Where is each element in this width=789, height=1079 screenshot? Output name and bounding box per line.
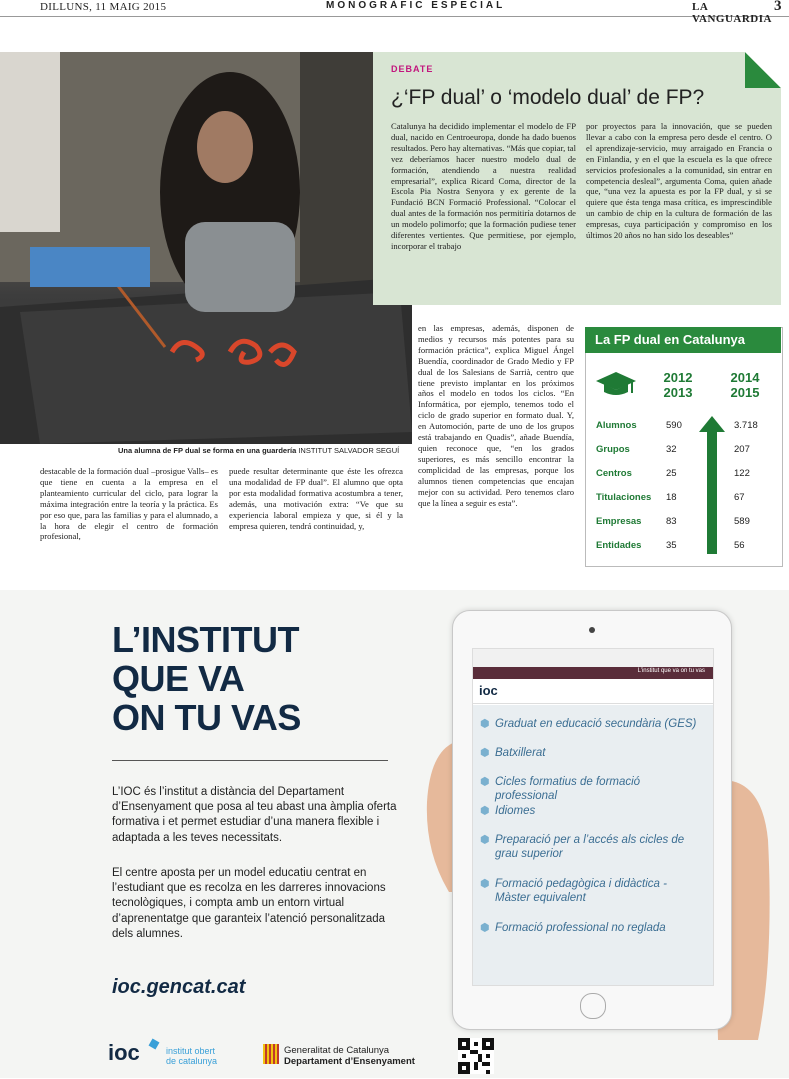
hexagon-bullet-icon: ⬢ — [480, 805, 490, 817]
stats-year-b-line1: 2014 — [730, 370, 760, 385]
stats-row-value-2014: 3.718 — [734, 420, 758, 431]
screen-nav — [473, 679, 713, 704]
stats-row-value-2012: 18 — [666, 492, 677, 503]
stats-row-value-2014: 67 — [734, 492, 745, 503]
ad-headline-line1: L’INSTITUT — [112, 619, 299, 660]
ad-url-link[interactable]: ioc.gencat.cat — [112, 976, 246, 998]
ad-paragraph-2: El centre aposta per un model educatiu centrat en l’estudiant que es recolza en les darreres innovacions tecnològiques, i compta amb un entorn virtual d’aprenentatge que garanteix l’atenció personalitzada dels alumnes. — [112, 867, 386, 940]
hexagon-bullet-icon: ⬢ — [480, 776, 490, 788]
article-photo — [0, 52, 412, 444]
screen-topbar — [473, 649, 713, 668]
stats-row-value-2012: 83 — [666, 516, 677, 527]
department-name: Departament d’Ensenyament — [284, 1056, 415, 1067]
ioc-logo: ioc — [108, 1040, 140, 1065]
stats-row-value-2012: 32 — [666, 444, 677, 455]
stats-year-a-line1: 2012 — [663, 370, 693, 385]
body-column-middle-text: puede resultar determinante que éste les ofrezca una modalidad de FP dual”. El alumno que opta por esta modalidad formativa acostumbra a tener, además, una motivación extra: “Ve que su experiencia laboral empieza y que, si él y la empresa quieren, tendrá continuidad, y, — [229, 466, 403, 531]
body-column-left — [40, 466, 218, 542]
ad-headline-line3: ON TU VAS — [112, 697, 301, 738]
generalitat-flag-icon — [263, 1044, 279, 1069]
stats-row-label: Empresas — [596, 516, 642, 527]
ad-headline-line2: QUE VA — [112, 658, 245, 699]
hexagon-bullet-icon: ⬢ — [480, 922, 490, 934]
stats-year-b — [723, 370, 767, 400]
stats-year-a-line2: 2013 — [663, 385, 693, 400]
photo-caption-text: Una alumna de FP dual se forma en una guardería — [118, 446, 297, 455]
debate-corner-fold — [745, 52, 781, 88]
photo-credit: INSTITUT SALVADOR SEGUÍ — [298, 446, 400, 455]
hexagon-bullet-icon: ⬢ — [480, 834, 490, 846]
stats-row-value-2014: 589 — [734, 516, 750, 527]
ioc-logo-text-line1: institut obert — [166, 1046, 216, 1056]
debate-column-1-text: Catalunya ha decidido implementar el modelo de FP dual, nacido en Centroeuropa, donde ha dado buenos resultados. Pero hay alternativas. “Más que copiar, tal vez deberíamos hacer nuestro modelo dual de formación, atendiendo a nuestra realidad empresarial”, explica Ricard Coma, director de la Escola Pia Nostra Senyora y ex gerente de la Fundació BCN Formació Professional. “Colocar el dual antes de la formación nos permitiría dotarnos de un modelo polimorfo; que la formación pudiese tener diferentes vertientes. Que permitiese, por ejemplo, incorporar el trabajo — [391, 121, 576, 251]
tablet-camera — [589, 627, 595, 633]
stats-row-value-2014: 56 — [734, 540, 745, 551]
header-page-number: 3 — [774, 0, 782, 14]
ad-course-item[interactable]: Cicles formatius de formació professional — [495, 776, 641, 802]
body-column-right — [418, 323, 574, 508]
stats-row-value-2012: 35 — [666, 540, 677, 551]
ad-course-item[interactable]: Formació pedagògica i didàctica - Màster equivalent — [495, 878, 667, 904]
stats-row-label: Centros — [596, 468, 632, 479]
generalitat-name: Generalitat de Catalunya — [284, 1045, 390, 1056]
hexagon-bullet-icon: ⬢ — [480, 747, 490, 759]
debate-title: ¿‘FP dual’ o ‘modelo dual’ de FP? — [391, 86, 705, 109]
hexagon-bullet-icon: ⬢ — [480, 718, 490, 730]
stats-row-value-2012: 590 — [666, 420, 682, 431]
tablet-home-button[interactable] — [580, 993, 606, 1019]
screen-banner-text: L’institut que va on tu vas — [637, 668, 705, 674]
header-publication: LA VANGUARDIA — [692, 1, 772, 25]
stats-year-a — [656, 370, 700, 400]
stats-row-label: Entidades — [596, 540, 642, 551]
stats-row-value-2012: 25 — [666, 468, 677, 479]
stats-row-label: Grupos — [596, 444, 630, 455]
generalitat-logo-text — [284, 1045, 415, 1067]
ad-headline — [112, 620, 301, 737]
debate-tag: DEBATE — [391, 64, 434, 74]
ioc-logo-text — [166, 1046, 217, 1066]
ad-paragraph-1: L’IOC és l’institut a distància del Departament d’Ensenyament que posa al teu abast una àmplia oferta formativa i et permet estudiar d’una manera flexible i adaptada a les teves necessitats. — [112, 786, 397, 844]
body-column-left-text: destacable de la formación dual –prosigue Valls– es que tiene en cuenta a la empresa en el planteamiento curricular del ciclo, para lograr la máxima integración entre la teoría y la práctica. Es por eso que, para las familias y para el alumnado, a la hora de elegir el centro de formación profesional, — [40, 466, 218, 542]
body-column-middle — [229, 466, 403, 531]
hexagon-bullet-icon: ⬢ — [480, 878, 490, 890]
stats-row-label: Titulaciones — [596, 492, 652, 503]
growth-arrow-icon — [699, 416, 725, 559]
ad-course-item[interactable]: Preparació per a l’accés als cicles de grau superior — [495, 834, 685, 860]
stats-row-value-2014: 207 — [734, 444, 750, 455]
ad-divider — [112, 760, 388, 761]
header-section: MONOGRÀFIC ESPECIAL — [326, 0, 506, 11]
ad-course-item[interactable]: Idiomes — [495, 805, 536, 817]
photo-illustration — [0, 52, 412, 444]
stats-title: La FP dual en Catalunya — [585, 327, 781, 353]
ad-course-item[interactable]: Formació professional no reglada — [495, 922, 666, 934]
stats-row-value-2014: 122 — [734, 468, 750, 479]
debate-column-2 — [586, 121, 772, 241]
stats-row-label: Alumnos — [596, 420, 637, 431]
page-header — [0, 0, 789, 25]
body-column-right-text: en las empresas, además, disponen de medios y recursos más potentes para su formación práctica”, explica Miguel Ángel Buendía, coordinador de Grado Medio y FP dual de los Salesians de Sarrià, centro que tiene previsto implantar en los próximos años el modelo en todos los ciclos. “En Informática, por ejemplo, tenemos todo el ciclo de grado superior en formato dual. Y, en Automoción, parte de uno de los grupos está trabajando en Quadis”, añade Buendía, quien reconoce que, “en los grados superiores, es más sencillo encontrar la complicidad de las empresas, porque los alumnos tienen competencias que encajan mejor con su actividad. Pero tenemos claro que la línea a seguir es esta”. — [418, 323, 574, 508]
graduation-cap-icon — [596, 370, 636, 403]
stats-year-b-line2: 2015 — [730, 385, 760, 400]
qr-code[interactable] — [458, 1038, 494, 1079]
ad-course-item[interactable]: Batxillerat — [495, 747, 546, 759]
ad-course-item[interactable]: Graduat en educació secundària (GES) — [495, 718, 697, 730]
header-date: DILLUNS, 11 MAIG 2015 — [40, 1, 167, 13]
photo-caption — [118, 446, 399, 455]
screen-ioc-logo: ioc — [479, 683, 498, 698]
debate-column-2-text: por proyectos para la innovación, que se pueden llevar a cabo con la empresa pero desde el centro. O el aprendizaje-servicio, muy arraigado en Francia o en Finlandia, y en el que la escuela es la que ofrece servicios profesionales a la comunidad, sin entrar en competencia desleal”, argumenta Coma, quien añade que, “una vez la apuesta es por la FP dual, y si se quiere que ésta tenga masa crítica, es imprescindible un cambio de chip en la cultura de formación de las empresas, cuya participación y compromiso en los últimos 20 años no han sido los deseables” — [586, 121, 772, 241]
ioc-logo-text-line2: de catalunya — [166, 1056, 218, 1066]
debate-column-1 — [391, 121, 576, 252]
screen-banner — [473, 667, 713, 679]
